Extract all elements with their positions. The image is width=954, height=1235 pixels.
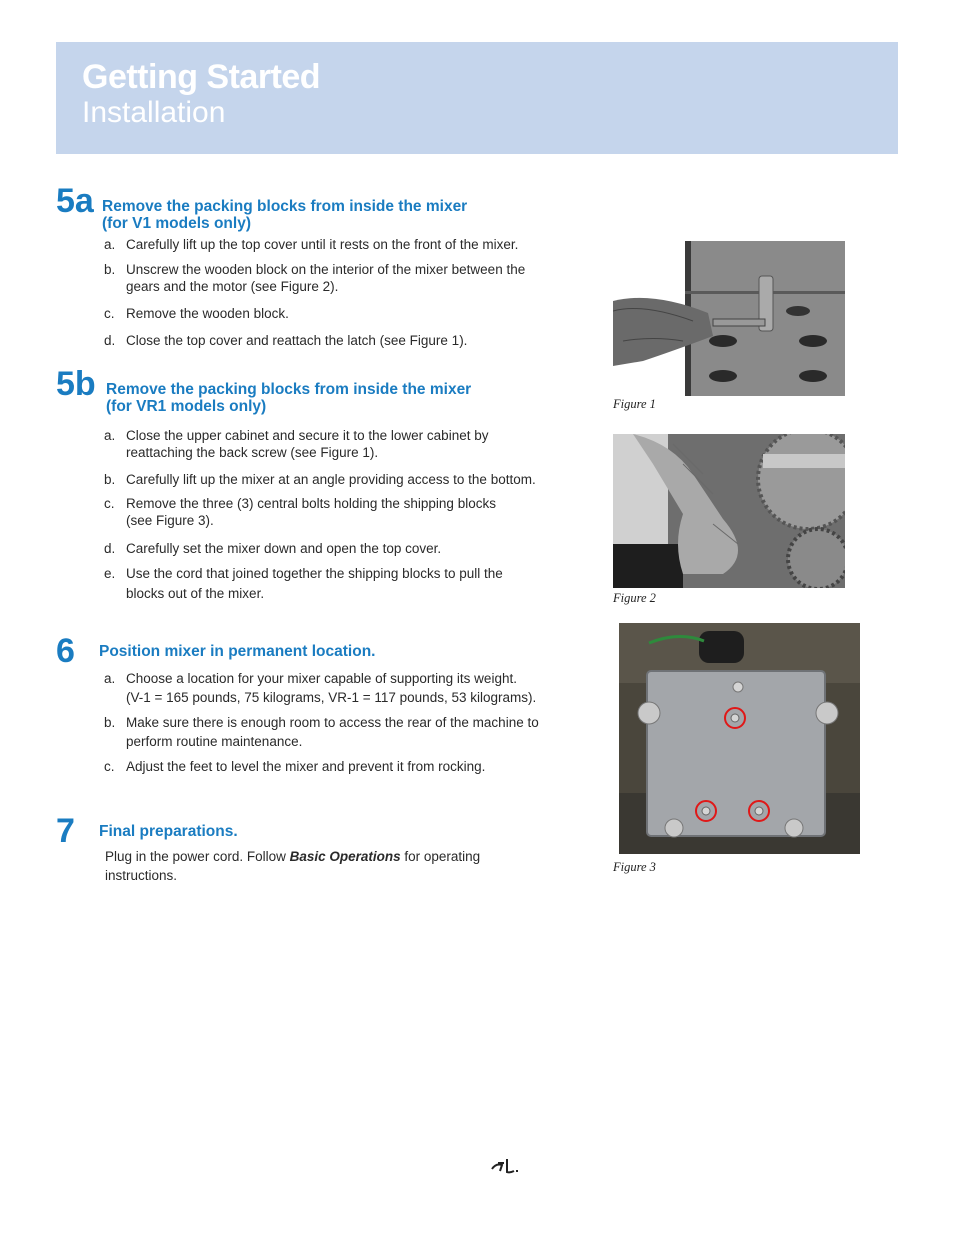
step-number-5b: 5b	[56, 365, 96, 403]
step-title-6: Position mixer in permanent location.	[99, 643, 376, 660]
figure-2-image	[613, 434, 845, 588]
step-title-5b: Remove the packing blocks from inside the mixer (for VR1 models only)	[106, 381, 472, 415]
figure-1-image	[613, 241, 845, 396]
brand-logo-icon	[490, 1155, 522, 1175]
figure-3-image	[619, 623, 860, 854]
figure-2-caption: Figure 2	[613, 591, 656, 605]
step-number-6: 6	[56, 632, 75, 670]
page-subtitle: Installation	[82, 96, 226, 129]
page-header	[56, 42, 898, 154]
figure-3-caption: Figure 3	[613, 860, 656, 874]
step-text-7: Plug in the power cord. Follow Basic Operations for operating instructions.	[105, 849, 481, 883]
step-number-5a: 5a	[56, 182, 94, 220]
step-number-7: 7	[56, 812, 75, 850]
step-title-5a: Remove the packing blocks from inside the mixer (for V1 models only)	[102, 198, 468, 232]
page-title: Getting Started	[82, 58, 321, 96]
step-title-7: Final preparations.	[99, 823, 238, 840]
figure-1-caption: Figure 1	[613, 397, 656, 411]
basic-operations-ref: Basic Operations	[289, 849, 401, 864]
